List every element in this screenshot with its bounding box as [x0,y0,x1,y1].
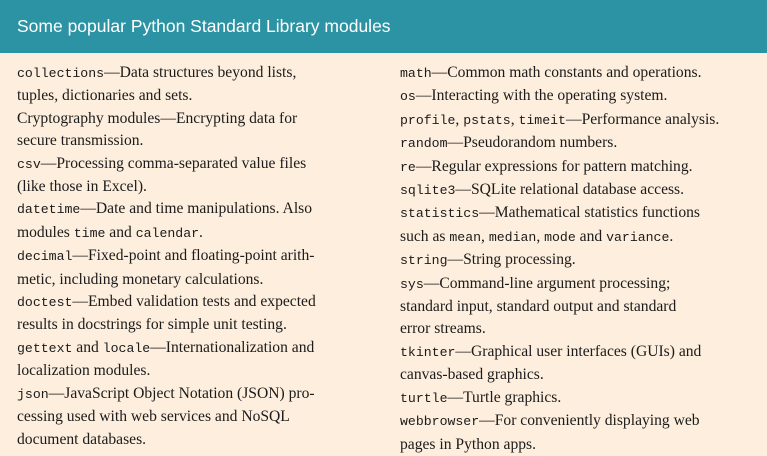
entry-line [400,341,767,364]
right-column [383,62,767,456]
module-name: gettext [17,340,73,356]
description-text: , [510,110,519,128]
description-text: pages in Python apps. [400,435,537,453]
module-name: turtle [400,390,448,406]
header-bar [0,0,767,53]
description-text: Cryptography modules—Encrypting data for [17,109,298,127]
left-column [0,62,383,456]
description-text: —Processing comma-separated value files [40,154,307,172]
module-entry [17,245,383,291]
description-text: —Embed validation tests and expected [72,293,316,311]
module-name: csv [17,156,41,172]
module-entry [17,198,383,245]
entry-line [17,406,383,428]
module-name: tkinter [400,344,456,360]
module-name: variance [606,229,670,245]
module-name: median [488,229,537,245]
entry-line [17,62,383,85]
module-name: pstats [463,112,511,128]
module-name: timeit [518,112,566,128]
description-text: —Regular expressions for pattern matching. [415,157,693,175]
module-entry [17,337,383,383]
entry-line [400,273,767,296]
description-text: canvas-based graphics. [400,366,544,384]
module-entry [400,132,767,155]
module-name: profile [400,112,456,128]
entry-line [400,85,767,108]
description-text: secure transmission. [17,132,144,150]
entry-line [17,383,383,406]
module-name: random [400,136,448,152]
description-text: —Turtle graphics. [447,388,562,406]
description-text: , [455,110,464,128]
entry-line [17,176,383,198]
module-entry [400,249,767,272]
module-name: locale [102,340,151,356]
module-entry [17,291,383,337]
entry-line [17,108,383,130]
module-name: string [400,253,448,269]
module-entry [17,383,383,451]
module-entry [17,62,383,108]
description-text: tuples, dictionaries and sets. [17,87,193,105]
entry-line [17,85,383,107]
module-entry [400,410,767,456]
description-text: —Fixed-point and floating-point arith- [72,247,315,265]
description-text: modules [17,223,74,241]
module-name: decimal [17,249,73,265]
module-entry [17,108,383,153]
description-text: and [72,338,103,356]
module-name: os [400,89,416,105]
description-text: —Pseudorandom numbers. [447,134,618,152]
entry-line [400,132,767,155]
description-text: such as [400,227,450,245]
description-text: metic, including monetary calculations. [17,270,264,288]
page-title: Some popular Python Standard Library modules [17,16,391,36]
module-entry [17,153,383,199]
description-text: . [669,227,674,245]
description-text: standard input, standard output and standard [400,298,677,316]
description-text: —SQLite relational database access. [455,181,685,199]
module-entry [400,387,767,410]
module-name: math [400,66,432,81]
entry-line [17,269,383,291]
module-entry [400,156,767,179]
module-name: calendar [135,225,200,241]
description-text: —Internationalization and [150,338,315,356]
entry-line [17,245,383,268]
description-text: localization modules. [17,362,151,380]
description-text: , [481,227,489,245]
module-name: datetime [17,202,81,218]
description-text: —JavaScript Object Notation (JSON) pro- [48,384,315,402]
entry-line [400,296,767,318]
module-name: mean [449,229,482,245]
module-entry [400,62,767,85]
module-name: statistics [400,206,480,222]
entry-line [17,130,383,152]
module-entry [400,179,767,202]
entry-line [17,337,383,360]
entry-line [400,62,767,85]
module-entry [400,341,767,387]
entry-line [17,198,383,221]
entry-line [400,156,767,179]
entry-line [17,314,383,336]
entry-line [17,153,383,176]
module-entry [400,109,767,132]
module-entry [400,85,767,108]
description-text: —Mathematical statistics functions [479,204,701,222]
description-text: —For conveniently displaying web [479,412,700,430]
description-text: —Common math constants and operations. [431,64,702,81]
module-name: json [17,386,49,402]
module-entry [400,273,767,341]
description-text: error streams. [400,320,486,338]
description-text: —Graphical user interfaces (GUIs) and [455,342,702,360]
module-name: doctest [17,295,73,311]
description-text: and [105,223,136,241]
entry-line [17,291,383,314]
entry-line [400,318,767,340]
description-text: —Command-line argument processing; [423,274,671,292]
module-name: sqlite3 [400,183,456,199]
entry-line [400,202,767,225]
entry-line [400,387,767,410]
module-name: webbrowser [400,414,480,430]
entry-line [400,109,767,132]
module-name: re [400,159,416,175]
description-text: and [575,227,607,245]
module-columns [0,53,767,456]
entry-line [400,434,767,456]
description-text: —Performance analysis. [565,110,720,128]
entry-line [400,410,767,433]
entry-line [17,222,383,245]
entry-line [400,226,767,249]
entry-line [400,364,767,386]
description-text: results in docstrings for simple unit testing. [17,316,287,334]
description-text: . [199,223,203,241]
description-text: —Data structures beyond lists, [104,64,297,81]
description-text: —Interacting with the operating system. [415,87,668,105]
entry-line [400,249,767,272]
description-text: cessing used with web services and NoSQL [17,408,290,426]
module-entry [400,202,767,249]
description-text: —String processing. [447,251,576,269]
module-name: sys [400,276,424,292]
module-name: time [73,225,106,241]
entry-line [17,360,383,382]
module-name: mode [544,229,576,245]
description-text: (like those in Excel). [17,178,147,196]
description-text: , [536,227,545,245]
entry-line [400,179,767,202]
module-name: collections [17,66,105,81]
description-text: —Date and time manipulations. Also [80,200,313,218]
description-text: document databases. [17,430,147,448]
